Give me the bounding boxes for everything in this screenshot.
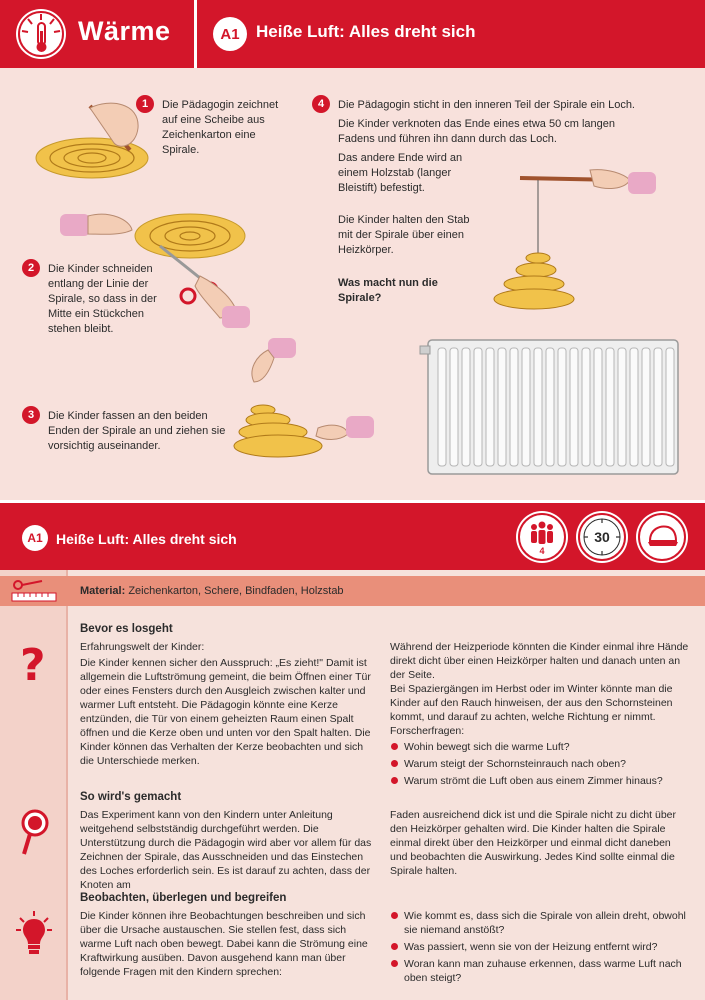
section-before-heading: Bevor es losgeht [80, 623, 173, 635]
radiator-fin [630, 348, 638, 466]
thermometer-sun-icon [16, 9, 66, 59]
radiator-illustration [420, 336, 680, 476]
radiator-fin [666, 348, 674, 466]
list-item: Warum strömt die Luft oben aus einem Zimmer hinaus? [390, 774, 690, 788]
step-3-text: Die Kinder fassen an den beiden Enden der Spirale an und ziehen sie vorsichtig auseinander. [48, 410, 226, 452]
radiator-fin [570, 348, 578, 466]
step-1-text: Die Pädagogin zeichnet auf eine Scheibe aus Zeichenkarton eine Spirale. [162, 99, 279, 156]
step-number-1: 1 [136, 95, 154, 113]
duration-clock-icon [578, 513, 626, 561]
svg-text:?: ? [20, 640, 46, 691]
scissors-ruler-icon [10, 579, 58, 603]
radiator-fin [486, 348, 494, 466]
question-mark-icon [20, 642, 50, 690]
info-section [0, 570, 705, 1000]
observe-questions-list [390, 909, 690, 988]
section-how-right: Faden ausreichend dick ist und die Spirale nicht zu dicht über den Heizkörper gehalten wird. Die Kinder halten die Spirale einmal direkt über den Heizkörper und einmal dicht daneben und beobachten die Auswirkung. Jedes Kind sollte einmal die Spirale halten. [390, 809, 677, 877]
radiator-fin [654, 348, 662, 466]
list-item: Warum steigt der Schornsteinrauch nach oben? [390, 757, 690, 771]
group-size-icon [518, 513, 566, 561]
radiator-fin [474, 348, 482, 466]
section-before-intro: Erfahrungswelt der Kinder: [80, 641, 205, 653]
section-before-left: Die Kinder kennen sicher den Ausspruch: „Es zieht!" Damit ist allgemein die Luftströmung gemeint, die beim Öffnen einer Tür oder eines Fensters durch den Ausgleich zwischen kalter und warmer Luft entsteht. Die Pädagogin könnte eine Kerze entzünden, die Tür von einem geheizten Raum einen Spalt öffnen und die Kerze oben und unten vor den Spalt halten. Die Kinder können das Verhalten der Kerze beobachten und sich die Unterschiede merken. [80, 657, 371, 767]
radiator-fin [642, 348, 650, 466]
list-item: Woran kann man zuhause erkennen, dass warme Luft nach oben steigt? [390, 957, 690, 985]
magnifier-icon [18, 808, 52, 858]
step-number-2: 2 [22, 259, 40, 277]
section-before-right-p1: Während der Heizperiode könnten die Kinder einmal ihre Hände direkt dicht über einen Heizkörper halten und danach unten an der Seite. [390, 641, 689, 681]
material-bar [0, 576, 705, 606]
step-4-radiator-text: Die Kinder halten den Stab mit der Spirale über einen Heizkörper. [338, 214, 470, 256]
instruction-panel [0, 68, 705, 500]
section-how-left: Das Experiment kann von den Kindern unter Anleitung weitgehend selbstständig durchgeführt werden. Die Unterstützung durch die Pädagogin wird aber vor allem für das Zeichnen der Spirale, das Ausschneiden und das Einstechen des Loches erforderlich sein. Es ist darauf zu achten, dass der Knoten am [80, 809, 372, 891]
material-line [80, 585, 344, 597]
step-4-stick-text: Das andere Ende wird an einem Holzstab (langer Bleistift) befestigt. [338, 152, 463, 194]
band-title: Heiße Luft: Alles dreht sich [56, 531, 237, 547]
section-observe-heading: Beobachten, überlegen und begreifen [80, 892, 287, 904]
section-how-heading: So wird's gemacht [80, 791, 182, 803]
radiator-fin [618, 348, 626, 466]
radiator-fin [594, 348, 602, 466]
list-item: Wie kommt es, dass sich die Spirale von allein dreht, obwohl sie niemand anstößt? [390, 909, 690, 937]
section-before-right-p2: Bei Spaziergängen im Herbst oder im Winter könnte man die Kinder auf den Rauch hinweisen, der aus den Schornsteinen kommt, und darauf zu achten, welche Richtung er nimmt. [390, 683, 673, 723]
step-4-text: Die Pädagogin sticht in den inneren Teil der Spirale ein Loch. [338, 99, 635, 111]
step-4-thread-text: Die Kinder verknoten das Ende eines etwa 50 cm langen Fadens und führen ihn dann durch das Loch. [338, 118, 616, 145]
radiator-fin [534, 348, 542, 466]
radiator-fin [450, 348, 458, 466]
step-number-4: 4 [312, 95, 330, 113]
step-4-question: Was macht nun die Spirale? [338, 277, 438, 304]
step-2-text: Die Kinder schneiden entlang der Linie der Spirale, so dass in der Mitte ein Stückchen stehen bleibt. [48, 263, 157, 335]
radiator-fin [606, 348, 614, 466]
radiator-fin [462, 348, 470, 466]
material-text: Zeichenkarton, Schere, Bindfaden, Holzstab [128, 585, 344, 597]
radiator-fin [498, 348, 506, 466]
group-size-value: 4 [539, 546, 545, 556]
research-questions-label: Forscherfragen: [390, 725, 465, 737]
activity-badge-small: A1 [22, 525, 48, 551]
header-bar [0, 0, 705, 68]
list-item: Wohin bewegt sich die warme Luft? [390, 740, 690, 754]
radiator-fin [558, 348, 566, 466]
header-divider [194, 0, 197, 68]
activity-band [0, 500, 705, 570]
activity-badge: A1 [213, 17, 247, 51]
hanging-spiral-illustration [490, 168, 660, 318]
material-label: Material: [80, 585, 126, 597]
radiator-fin [582, 348, 590, 466]
page-title: Heiße Luft: Alles dreht sich [256, 22, 476, 41]
step-number-3: 3 [22, 406, 40, 424]
radiator-fin [438, 348, 446, 466]
radiator-fin [522, 348, 530, 466]
pulling-spiral-illustration [228, 338, 378, 468]
research-questions-list [390, 740, 690, 791]
cap-icon [638, 513, 686, 561]
section-observe-left: Die Kinder können ihre Beobachtungen beschreiben und sich über die Ursache austauschen. Sie stellen fest, dass sich warme Luft nach oben bewegt. Dabei kann die Strömung eine Kraftwirkung ausüben. Davon ausgehend kann man über folgende Fragen mit den Kindern sprechen: [80, 910, 368, 978]
duration-minutes: 30 [594, 529, 610, 545]
topic-title: Wärme [78, 16, 171, 46]
lightbulb-icon [14, 910, 54, 958]
radiator-fin [546, 348, 554, 466]
list-item: Was passiert, wenn sie von der Heizung entfernt wird? [390, 940, 690, 954]
radiator-fin [510, 348, 518, 466]
